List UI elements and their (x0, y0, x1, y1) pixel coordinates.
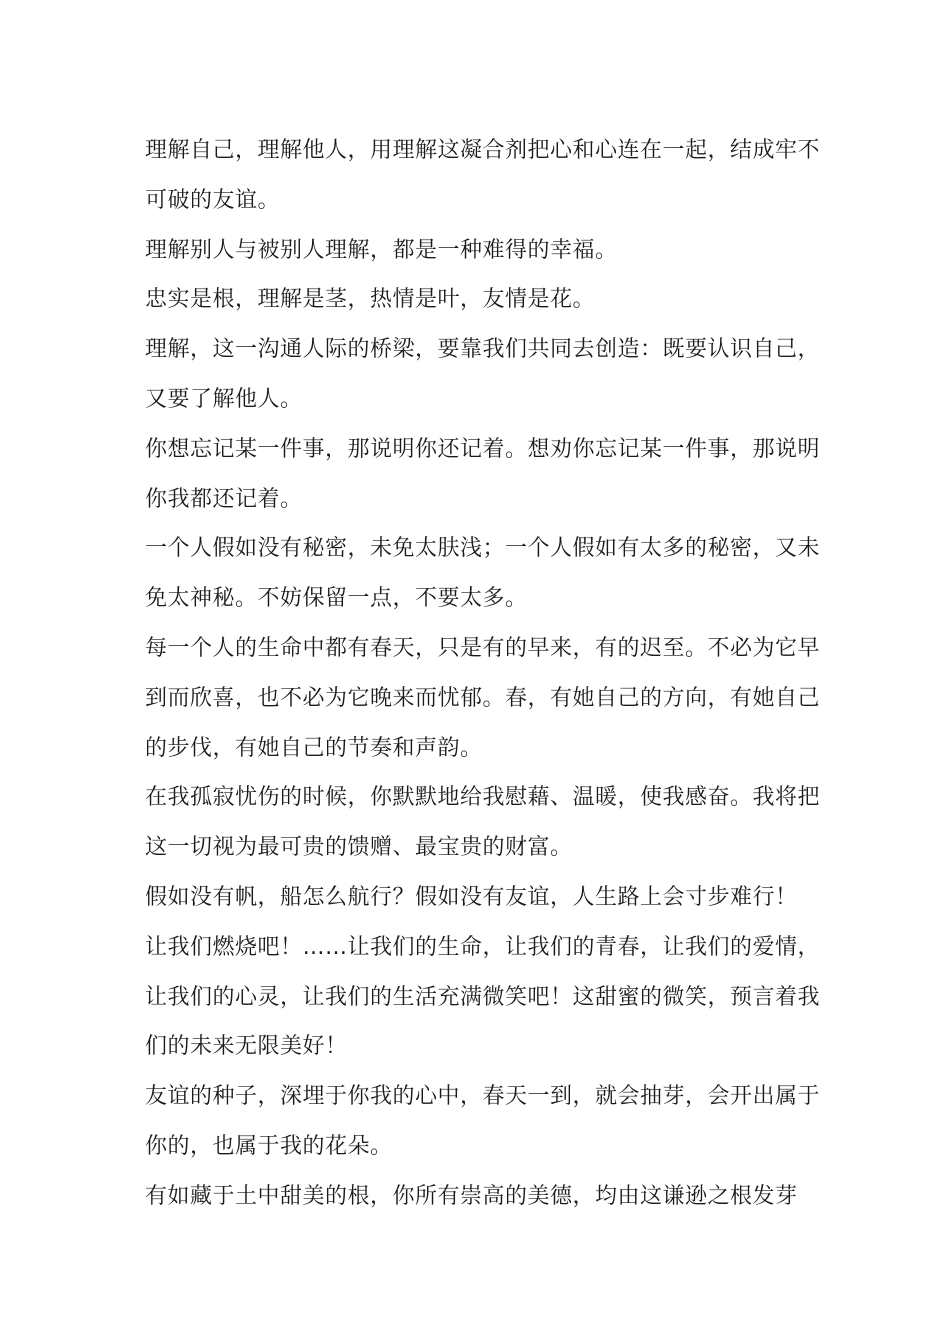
paragraph: 友谊的种子，深埋于你我的心中，春天一到，就会抽芽，会开出属于你的，也属于我的花朵。 (145, 1084, 821, 1159)
paragraph: 假如没有帆，船怎么航行？假如没有友谊，人生路上会寸步难行！ (145, 884, 798, 910)
paragraph: 理解别人与被别人理解，都是一种难得的幸福。 (145, 237, 618, 263)
paragraph: 忠实是根，理解是茎，热情是叶，友情是花。 (145, 287, 596, 313)
paragraph: 每一个人的生命中都有春天，只是有的早来，有的迟至。不必为它早到而欣喜，也不必为它晚来而忧郁。春，有她自己的方向，有她自己的步伐，有她自己的节奏和声韵。 (145, 635, 821, 761)
paragraph: 有如藏于土中甜美的根，你所有崇高的美德，均由这谦逊之根发芽 (145, 1183, 798, 1209)
paragraph: 一个人假如没有秘密，未免太肤浅；一个人假如有太多的秘密，又未免太神秘。不妨保留一点，不要太多。 (145, 536, 821, 612)
paragraph: 理解，这一沟通人际的桥梁，要靠我们共同去创造：既要认识自己，又要了解他人。 (145, 337, 821, 412)
paragraph: 在我孤寂忧伤的时候，你默默地给我慰藉、温暖，使我感奋。我将把这一切视为最可贵的馈赠、最宝贵的财富。 (145, 785, 821, 861)
document-body (145, 126, 825, 1222)
paragraph: 理解自己，理解他人，用理解这凝合剂把心和心连在一起，结成牢不可破的友谊。 (145, 138, 821, 213)
paragraph: 让我们燃烧吧！……让我们的生命，让我们的青春，让我们的爱情，让我们的心灵，让我们的生活充满微笑吧！这甜蜜的微笑，预言着我们的未来无限美好！ (145, 934, 821, 1060)
paragraph: 你想忘记某一件事，那说明你还记着。想劝你忘记某一件事，那说明你我都还记着。 (145, 436, 821, 512)
